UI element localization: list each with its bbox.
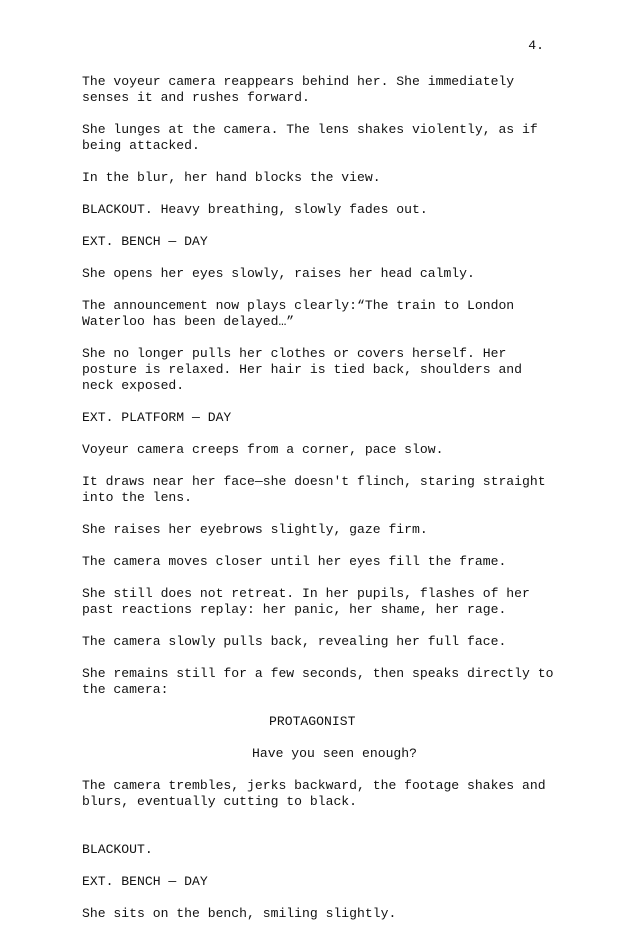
action-line: BLACKOUT. Heavy breathing, slowly fades out. (82, 202, 428, 217)
action-line: In the blur, her hand blocks the view. (82, 170, 381, 185)
action-line: The camera slowly pulls back, revealing her full face. (82, 634, 507, 649)
scene-heading: EXT. PLATFORM — DAY (82, 410, 232, 425)
action-line: She no longer pulls her clothes or covers herself. Her posture is relaxed. Her hair is tied back, shoulders and neck exposed. (82, 346, 523, 393)
action-line: She sits on the bench, smiling slightly. (82, 906, 397, 921)
page-number: 4. (528, 38, 544, 53)
action-line: The camera trembles, jerks backward, the footage shakes and blurs, eventually cutting to black. (82, 778, 546, 809)
action-line: She remains still for a few seconds, then speaks directly to the camera: (82, 666, 554, 697)
action-line: The voyeur camera reappears behind her. She immediately senses it and rushes forward. (82, 74, 515, 105)
action-line: She opens her eyes slowly, raises her head calmly. (82, 266, 475, 281)
scene-heading: EXT. BENCH — DAY (82, 234, 208, 249)
action-line: Voyeur camera creeps from a corner, pace slow. (82, 442, 444, 457)
action-line: She raises her eyebrows slightly, gaze firm. (82, 522, 428, 537)
action-line: The camera moves closer until her eyes fill the frame. (82, 554, 507, 569)
action-line: She lunges at the camera. The lens shakes violently, as if being attacked. (82, 122, 538, 153)
scene-heading: EXT. BENCH — DAY (82, 874, 208, 889)
character-name: PROTAGONIST (269, 714, 356, 729)
script-body (82, 74, 562, 938)
action-line: The announcement now plays clearly:“The train to London Waterloo has been delayed…” (82, 298, 515, 329)
transition-line: BLACKOUT. (82, 842, 153, 857)
action-line: It draws near her face—she doesn't flinch, staring straight into the lens. (82, 474, 546, 505)
dialogue-line: Have you seen enough? (252, 746, 418, 761)
action-line: She still does not retreat. In her pupils, flashes of her past reactions replay: her panic, her shame, her rage. (82, 586, 530, 617)
